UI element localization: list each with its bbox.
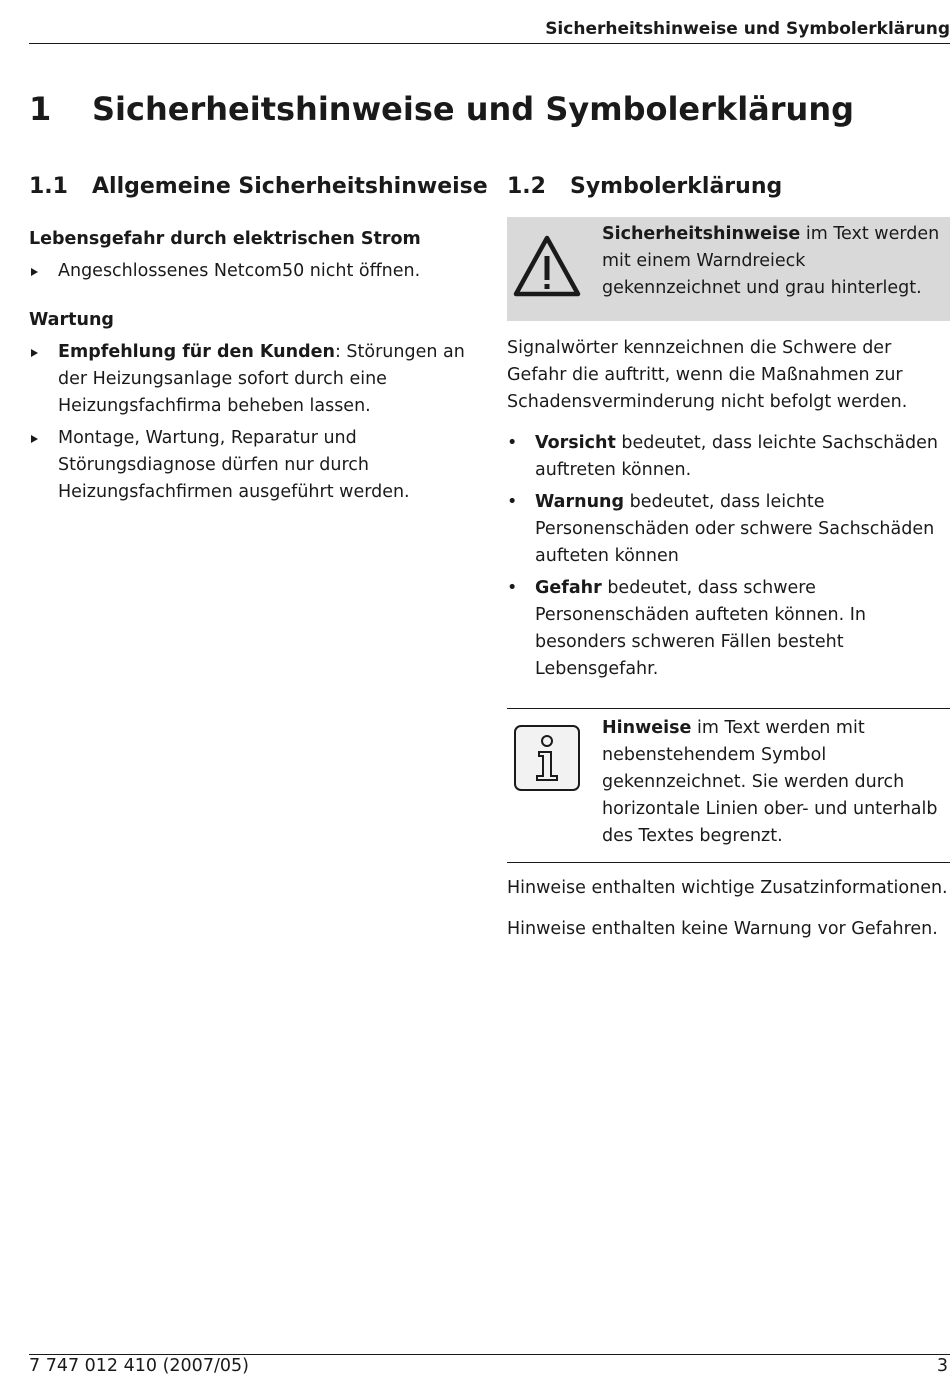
chapter-number: 1 <box>29 90 52 128</box>
arrow-bullet-icon <box>31 349 38 357</box>
safety-notice-bold: Sicherheitshinweise <box>602 224 801 244</box>
bullet-dot-icon: • <box>507 578 518 598</box>
note-paragraph: Hinweise enthalten wichtige Zusatzinformationen. <box>507 878 948 898</box>
safety-notice-text <box>602 221 940 302</box>
list-item-text: Angeschlossenes Netcom50 nicht öffnen. <box>58 261 421 281</box>
section-symbol-explanation <box>507 174 950 943</box>
section-title: Allgemeine Sicherheitshinweise <box>92 174 488 199</box>
warning-triangle-icon <box>512 232 582 302</box>
recommendation-bold: Empfehlung für den Kunden <box>58 342 335 362</box>
signal-word-description: bedeutet, dass schwere Personenschäden aufteten können. In besonders schweren Fällen besteht Lebensgefahr. <box>535 578 866 679</box>
chapter-title <box>29 90 854 128</box>
signal-word: Warnung <box>535 492 625 512</box>
list-item <box>507 430 950 484</box>
signal-word: Gefahr <box>535 578 602 598</box>
subheading-electrical: Lebensgefahr durch elektrischen Strom <box>29 229 421 249</box>
list-item <box>507 489 950 570</box>
running-header: Sicherheitshinweise und Symbolerklärung <box>545 19 950 39</box>
safety-notice-box <box>507 217 950 321</box>
recommendation-text: : Störungen an der Heizungsanlage sofort durch eine Heizungsfachfirma beheben lassen. <box>58 342 465 416</box>
signal-word-description: bedeutet, dass leichte Personenschäden oder schwere Sachschäden aufteten können <box>535 492 935 566</box>
list-item <box>507 575 950 683</box>
signal-word: Vorsicht <box>535 433 616 453</box>
signal-word-description: bedeutet, dass leichte Sachschäden auftreten können. <box>535 433 938 480</box>
chapter-title-text: Sicherheitshinweise und Symbolerklärung <box>92 90 854 128</box>
section-heading <box>507 174 950 199</box>
list-item <box>29 425 474 506</box>
note-box-bold: Hinweise <box>602 718 692 738</box>
safety-notice-rest: im Text werden mit einem Warndreieck gekennzeichnet und grau hinterlegt. <box>602 224 940 298</box>
footer-rule <box>29 1354 950 1355</box>
section-heading <box>29 174 488 199</box>
note-paragraph: Hinweise enthalten keine Warnung vor Gefahren. <box>507 919 938 939</box>
section-title: Symbolerklärung <box>570 174 783 199</box>
header-rule <box>29 43 950 44</box>
section-general-safety <box>29 174 488 506</box>
note-box-text <box>602 715 945 850</box>
section-number: 1.1 <box>29 174 68 199</box>
list-item-text: Montage, Wartung, Reparatur und Störungsdiagnose dürfen nur durch Heizungsfachfirmen ausgeführt werden. <box>58 428 410 502</box>
bullet-dot-icon: • <box>507 492 518 512</box>
arrow-bullet-icon <box>31 268 38 276</box>
note-box <box>507 708 950 863</box>
arrow-bullet-icon <box>31 435 38 443</box>
section-number: 1.2 <box>507 174 546 199</box>
subheading-maintenance: Wartung <box>29 310 114 330</box>
note-box-rest: im Text werden mit nebenstehendem Symbol gekennzeichnet. Sie werden durch horizontale Linien ober- und unterhalb des Textes begrenzt. <box>602 718 938 846</box>
document-number: 7 747 012 410 (2007/05) <box>29 1356 249 1376</box>
page-number: 3 <box>936 1356 948 1376</box>
signal-words-intro: Signalwörter kennzeichnen die Schwere der Gefahr die auftritt, wenn die Maßnahmen zur Schadensverminderung nicht befolgt werden. <box>507 338 908 412</box>
list-item <box>29 258 474 285</box>
list-item <box>29 339 474 420</box>
bullet-dot-icon: • <box>507 433 518 453</box>
info-icon <box>513 724 581 792</box>
